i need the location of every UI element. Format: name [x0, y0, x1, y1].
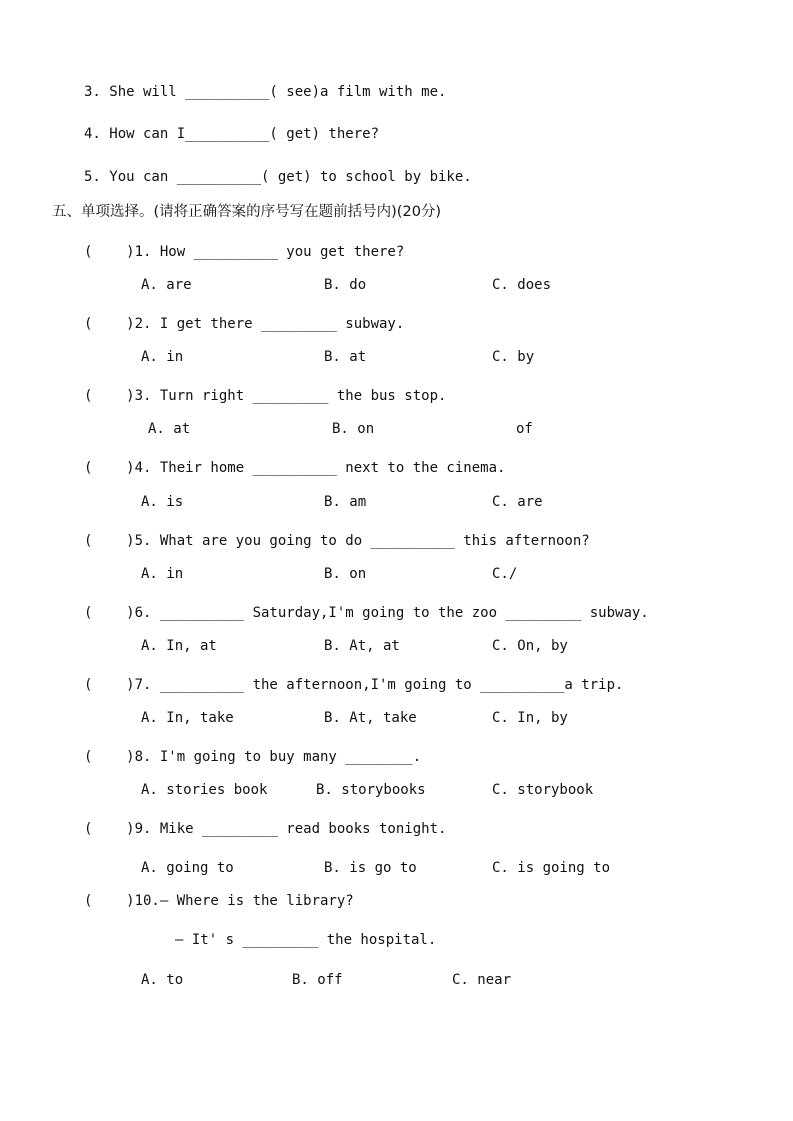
- question-10: ( )10.— Where is the library?: [84, 893, 354, 909]
- question-3: ( )3. Turn right _________ the bus stop.: [84, 388, 447, 404]
- option-5a: A. in: [141, 566, 184, 582]
- option-5b: B. on: [324, 566, 367, 582]
- option-6b: B. At, at: [324, 638, 400, 654]
- option-2c: C. by: [492, 349, 535, 365]
- option-4a: A. is: [141, 494, 184, 510]
- option-1c: C. does: [492, 277, 552, 293]
- option-9b: B. is go to: [324, 860, 417, 876]
- option-1b: B. do: [324, 277, 367, 293]
- fill-in-item-3: 3. She will __________( see)a film with me.: [84, 84, 447, 100]
- question-5: ( )5. What are you going to do __________ this afternoon?: [84, 533, 590, 549]
- option-9a: A. going to: [141, 860, 234, 876]
- option-7a: A. In, take: [141, 710, 234, 726]
- question-8: ( )8. I'm going to buy many ________.: [84, 749, 422, 765]
- question-1: ( )1. How __________ you get there?: [84, 244, 405, 260]
- option-4b: B. am: [324, 494, 367, 510]
- option-1a: A. are: [141, 277, 192, 293]
- option-8b: B. storybooks: [316, 782, 426, 798]
- question-9: ( )9. Mike _________ read books tonight.: [84, 821, 447, 837]
- question-10-reply: — It' s _________ the hospital.: [175, 932, 437, 948]
- option-5c: C./: [492, 566, 518, 582]
- option-3a: A. at: [148, 421, 191, 437]
- option-6c: C. On, by: [492, 638, 568, 654]
- option-6a: A. In, at: [141, 638, 217, 654]
- question-2: ( )2. I get there _________ subway.: [84, 316, 405, 332]
- question-4: ( )4. Their home __________ next to the cinema.: [84, 460, 506, 476]
- fill-in-item-5: 5. You can __________( get) to school by bike.: [84, 169, 472, 185]
- fill-in-item-4: 4. How can I__________( get) there?: [84, 126, 380, 142]
- option-3c: of: [516, 421, 533, 437]
- option-2a: A. in: [141, 349, 184, 365]
- option-7b: B. At, take: [324, 710, 417, 726]
- option-10a: A. to: [141, 972, 184, 988]
- option-8c: C. storybook: [492, 782, 594, 798]
- option-7c: C. In, by: [492, 710, 568, 726]
- section-heading: 五、单项选择。(请将正确答案的序号写在题前括号内)(20分): [52, 204, 442, 220]
- option-10c: C. near: [452, 972, 512, 988]
- option-4c: C. are: [492, 494, 543, 510]
- option-2b: B. at: [324, 349, 367, 365]
- option-8a: A. stories book: [141, 782, 268, 798]
- option-3b: B. on: [332, 421, 375, 437]
- option-9c: C. is going to: [492, 860, 611, 876]
- question-7: ( )7. __________ the afternoon,I'm going to __________a trip.: [84, 677, 624, 693]
- question-6: ( )6. __________ Saturday,I'm going to the zoo _________ subway.: [84, 605, 649, 621]
- option-10b: B. off: [292, 972, 343, 988]
